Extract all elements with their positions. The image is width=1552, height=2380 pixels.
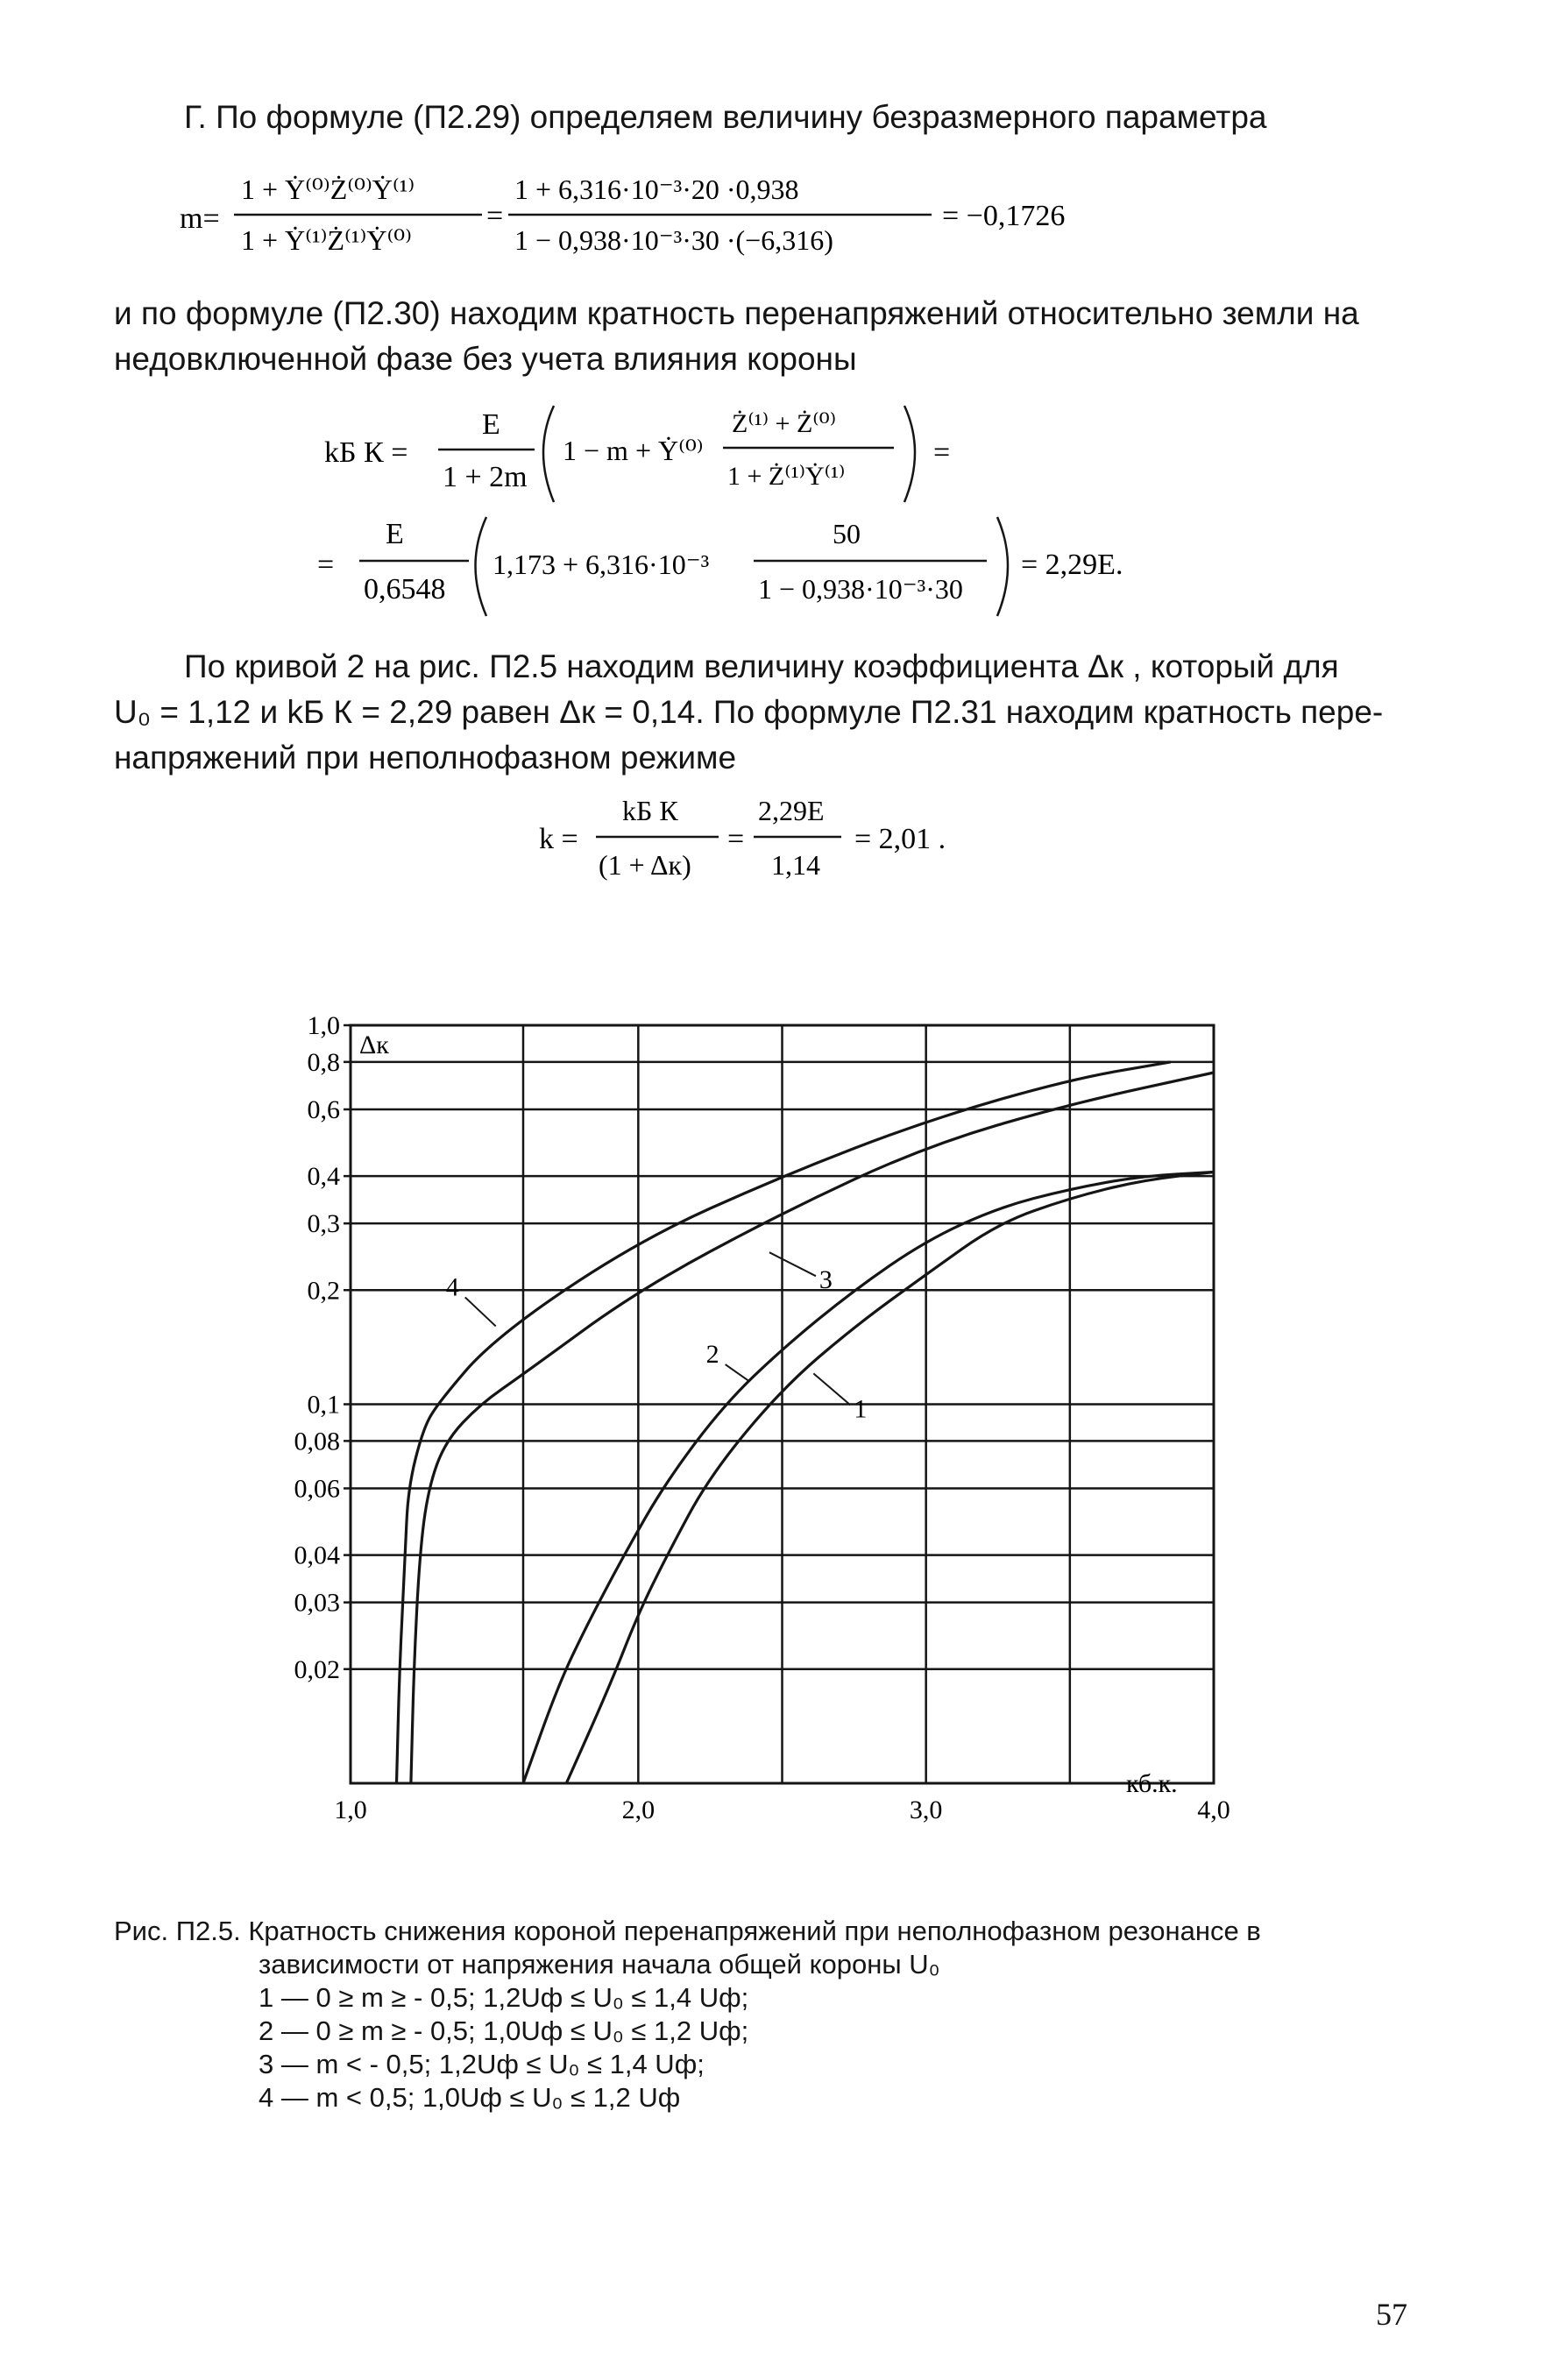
eq-kbk-inner2-den: 1 − 0,938·10⁻³·30 [758,573,963,605]
caption-title-2: зависимости от напряжения начала общей короны U₀ [259,1949,940,1980]
eq-m-equals: = [486,200,504,232]
eq-k-num2: 2,29E [758,795,825,826]
chart-callout-leader-2 [726,1364,749,1381]
eq-kbk-paren-text: 1 − m + Ẏ⁽⁰⁾ [563,435,704,466]
chart-callout-leader-4 [465,1297,496,1326]
eq-kbk-paren-right [904,406,915,502]
eq-k-lhs: k = [539,823,578,855]
chart-y-tick-label: 0,8 [307,1047,340,1077]
paragraph-and-line-1: и по формуле (П2.30) находим кратность перенапряжений относительно земли на [114,295,1359,331]
eq-kbk-frac-den: 1 + 2m [443,461,528,493]
eq-k-result: = 2,01 . [854,823,946,855]
paragraph-curve-line-2: U₀ = 1,12 и kБ К = 2,29 равен Δк = 0,14. По формуле П2.31 находим кратность пере- [114,694,1384,730]
eq-kbk-lhs: kБ К = [324,436,408,469]
eq-kbk-frac2-den: 0,6548 [364,573,446,606]
chart-x-tick-label: 1,0 [334,1796,367,1824]
chart-y-tick-label: 0,08 [294,1427,340,1456]
eq-kbk-paren2-right [997,517,1008,616]
eq-m-lhs: m= [180,202,220,235]
paragraph-curve [114,644,1428,781]
chart-y-tick-label: 0,2 [307,1276,340,1306]
equation-k [539,789,1030,911]
chart-grid [344,1025,1214,1783]
chart-y-tick-label: 0,6 [307,1094,340,1124]
eq-k-num1: kБ К [622,795,678,826]
caption-line-4: 4 — m < 0,5; 1,0Uф ≤ U₀ ≤ 1,2 Uф [259,2082,681,2113]
equation-m-svg [180,162,1144,285]
eq-k-den1: (1 + Δк) [599,849,691,881]
chart-callout-label-2: 2 [705,1340,719,1370]
chart-callouts [446,1252,868,1423]
eq-kbk-frac-num: E [482,408,500,441]
chart-curve-4 [397,1062,1171,1783]
caption-line-2: 2 — 0 ≥ m ≥ - 0,5; 1,0Uф ≤ U₀ ≤ 1,2 Uф; [259,2015,749,2046]
chart-y-tick-label: 0,03 [294,1588,340,1618]
figure-caption [114,1915,1411,2114]
chart-x-tick-label: 3,0 [909,1796,943,1824]
eq-m-num2: 1 + 6,316·10⁻³·20 ·0,938 [514,174,799,205]
chart-y-tick-label: 0,1 [307,1390,340,1420]
paragraph-g-text: Г. По формуле (П2.29) определяем величину безразмерного параметра [184,99,1267,135]
eq-m-num1: 1 + Ẏ⁽⁰⁾Ż⁽⁰⁾Ẏ⁽¹⁾ [241,174,415,205]
eq-m-den1: 1 + Ẏ⁽¹⁾Ż⁽¹⁾Ẏ⁽⁰⁾ [241,224,412,256]
eq-kbk-paren-left [543,406,554,502]
chart-x-tick-label: 4,0 [1197,1796,1230,1824]
equation-kbk [317,399,1244,644]
caption-line-1: 1 — 0 ≥ m ≥ - 0,5; 1,2Uф ≤ U₀ ≤ 1,4 Uф; [259,1982,749,2013]
eq-kbk-inner2-num: 50 [833,518,861,549]
eq-m-den2: 1 − 0,938·10⁻³·30 ·(−6,316) [514,224,833,256]
eq-kbk-paren2-left [476,517,487,616]
chart-callout-leader-1 [813,1373,850,1405]
eq-kbk-frac2-num: E [386,518,404,550]
chart-y-axis-label: Δк [359,1031,389,1059]
paragraph-curve-line-3: напряжений при неполнофазном режиме [114,740,737,776]
equation-m [180,162,1144,294]
chart-y-tick-label: 0,3 [307,1209,340,1239]
chart-callout-label-1: 1 [854,1394,868,1424]
chart-x-axis-label: кб.к. [1126,1769,1178,1798]
eq-kbk-result: = 2,29E. [1021,549,1123,581]
chart-x-tick-label: 2,0 [621,1796,656,1824]
chart-tick-labels [294,1011,1230,1824]
chart-callout-leader-3 [769,1252,816,1276]
chart-y-tick-label: 1,0 [307,1011,340,1040]
chart-y-tick-label: 0,02 [294,1654,340,1684]
eq-kbk-line2-start: = [317,549,335,581]
caption-line-3: 3 — m < - 0,5; 1,2Uф ≤ U₀ ≤ 1,4 Uф; [259,2049,705,2079]
eq-m-result: = −0,1726 [942,200,1066,232]
eq-k-den2: 1,14 [771,849,820,881]
chart-y-tick-label: 0,04 [294,1541,340,1570]
caption-title: Рис. П2.5. Кратность снижения короной перенапряжений при неполнофазном резонансе в [114,1916,1261,1946]
page-number: 57 [1376,2297,1407,2332]
chart-curve-3 [411,1073,1214,1783]
paragraph-g [184,95,1428,140]
eq-kbk-inner-num: Ż⁽¹⁾ + Ż⁽⁰⁾ [732,409,837,438]
chart-y-tick-label: 0,06 [294,1474,340,1504]
paragraph-curve-line-1: По кривой 2 на рис. П2.5 находим величину коэффициента Δк , который для [184,648,1339,684]
equation-kbk-svg [317,399,1244,635]
chart-callout-label-4: 4 [445,1272,459,1302]
chart-y-tick-label: 0,4 [307,1162,340,1192]
chart-curve-2 [523,1172,1214,1784]
eq-k-equals: = [727,823,745,855]
chart-callout-label-3: 3 [819,1265,833,1295]
eq-kbk-inner-den: 1 + Ż⁽¹⁾Ẏ⁽¹⁾ [727,462,846,491]
figure-p2-5-chart [263,999,1271,1866]
equation-k-svg [539,789,1030,903]
paragraph-and [114,291,1428,382]
eq-kbk-eq-end: = [933,436,951,469]
eq-kbk-paren2-text: 1,173 + 6,316·10⁻³ [493,549,710,580]
chart-curves [397,1062,1215,1783]
paragraph-and-line-2: недовключенной фазе без учета влияния короны [114,341,857,377]
chart-curve-1 [566,1172,1214,1784]
